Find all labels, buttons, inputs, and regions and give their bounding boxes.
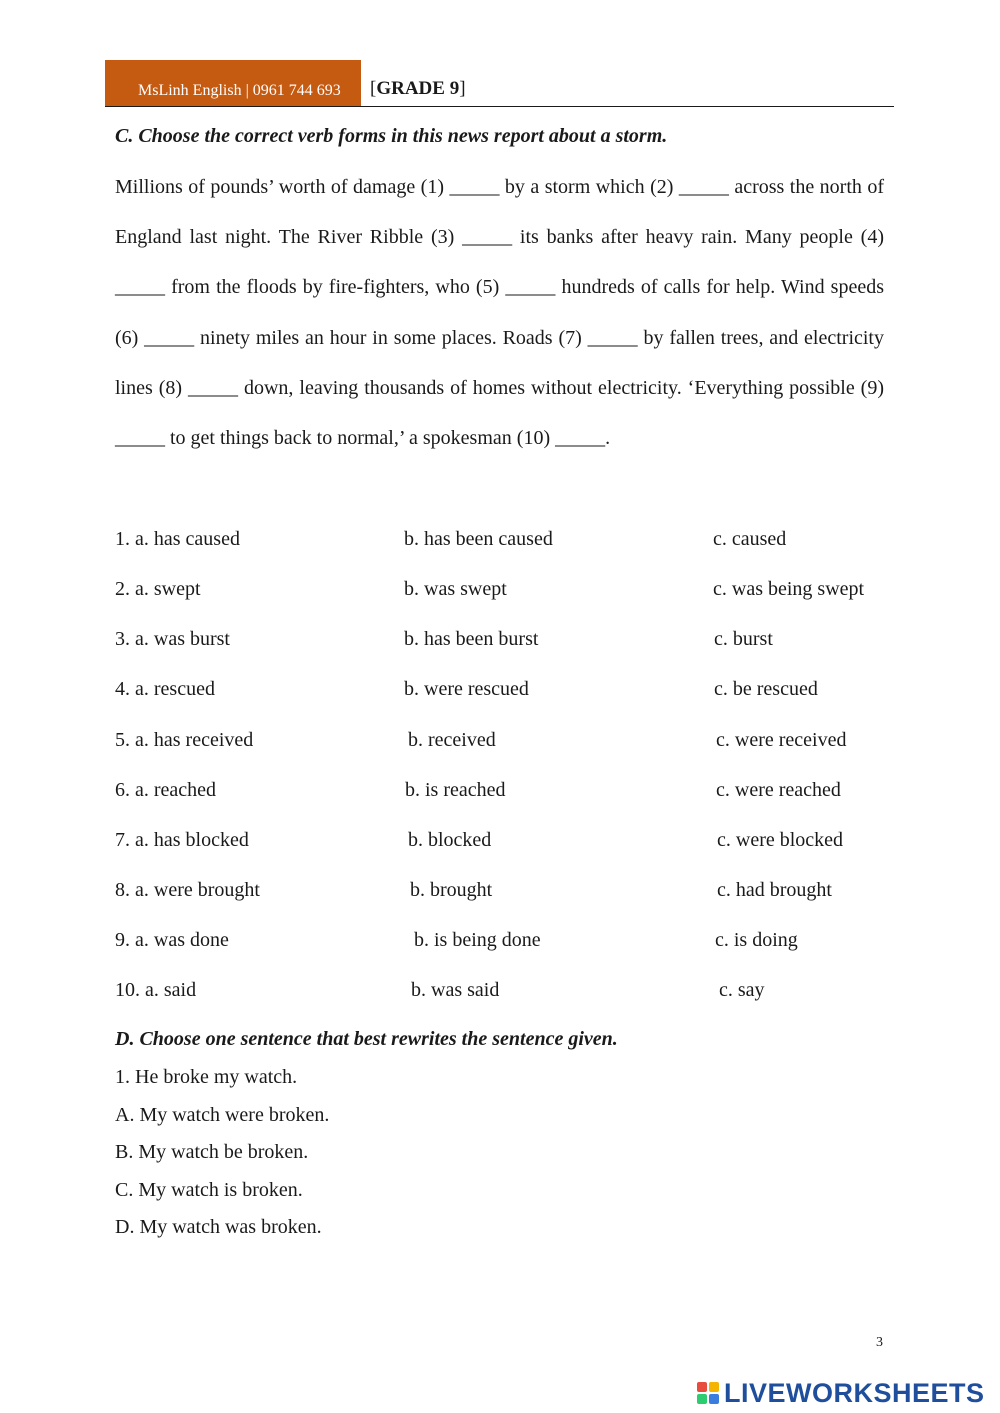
question-9-option-b: b. is being done [414,929,541,951]
liveworksheets-logo-text: LIVEWORKSHEETS [724,1377,985,1408]
liveworksheets-logo [697,1377,985,1409]
question-2-option-b: b. was swept [404,578,507,600]
section-d-option-d: D. My watch was broken. [115,1216,322,1238]
question-5-option-a: 5. a. has received [115,729,254,751]
question-4-option-b: b. were rescued [404,678,529,700]
question-3-option-c: c. burst [714,628,773,650]
question-4-option-c: c. be rescued [714,678,818,700]
question-1-option-c: c. caused [713,528,787,550]
question-6-option-b: b. is reached [405,779,506,801]
question-8-option-a: 8. a. were brought [115,879,260,901]
logo-square-green [697,1394,707,1404]
grade-label: GRADE 9 [376,78,460,99]
question-2-option-a: 2. a. swept [115,578,201,600]
question-6-option-c: c. were reached [716,779,841,801]
section-d-option-c: C. My watch is broken. [115,1179,303,1201]
section-c-title: C. Choose the correct verb forms in this news report about a storm. [115,125,668,147]
question-7-option-b: b. blocked [408,829,492,851]
question-9-option-a: 9. a. was done [115,929,229,951]
grade-bracket-open: [ [370,78,377,99]
question-10-option-b: b. was said [411,979,500,1001]
question-3-option-a: 3. a. was burst [115,628,230,650]
question-1-option-b: b. has been caused [404,528,553,550]
question-7-option-c: c. were blocked [717,829,844,851]
question-4-option-a: 4. a. rescued [115,678,215,700]
question-3-option-b: b. has been burst [404,628,539,650]
section-d-option-b: B. My watch be broken. [115,1141,309,1163]
question-5-option-b: b. received [408,729,496,751]
section-d-option-a: A. My watch were broken. [115,1104,330,1126]
header-brand: MsLinh English | 0961 744 693 [138,82,341,99]
logo-square-blue [709,1394,719,1404]
question-8-option-c: c. had brought [717,879,832,901]
logo-square-yellow [709,1382,719,1392]
liveworksheets-logo-icon [697,1382,719,1404]
question-5-option-c: c. were received [716,729,847,751]
question-9-option-c: c. is doing [715,929,798,951]
question-6-option-a: 6. a. reached [115,779,217,801]
logo-square-red [697,1382,707,1392]
question-7-option-a: 7. a. has blocked [115,829,249,851]
question-10-option-c: c. say [719,979,765,1001]
question-8-option-b: b. brought [410,879,493,901]
section-c-passage: Millions of pounds’ worth of damage (1) _____ by a storm which (2) _____ across the north of England last night. The River Ribble (3) _____ its banks after heavy rain. Many people (4) _____ from the floods by fire-fighters, who (5) _____ hundreds of calls for help. Wind speeds (6) _____ ninety miles an hour in some places. Roads (7) _____ by fallen trees, and electricity lines (8) _____ down, leaving thousands of homes without electricity. ‘Everything possible (9) _____ to get things back to normal,’ a spokesman (10) _____. [115,176,884,450]
question-2-option-c: c. was being swept [713,578,865,600]
header-grade [370,78,466,100]
question-1-option-a: 1. a. has caused [115,528,240,550]
section-d-title: D. Choose one sentence that best rewrites the sentence given. [115,1028,618,1050]
section-d-question: 1. He broke my watch. [115,1066,298,1088]
page-number: 3 [876,1335,883,1350]
grade-bracket-close: ] [459,78,466,99]
header-rule [105,106,894,107]
question-10-option-a: 10. a. said [115,979,197,1001]
